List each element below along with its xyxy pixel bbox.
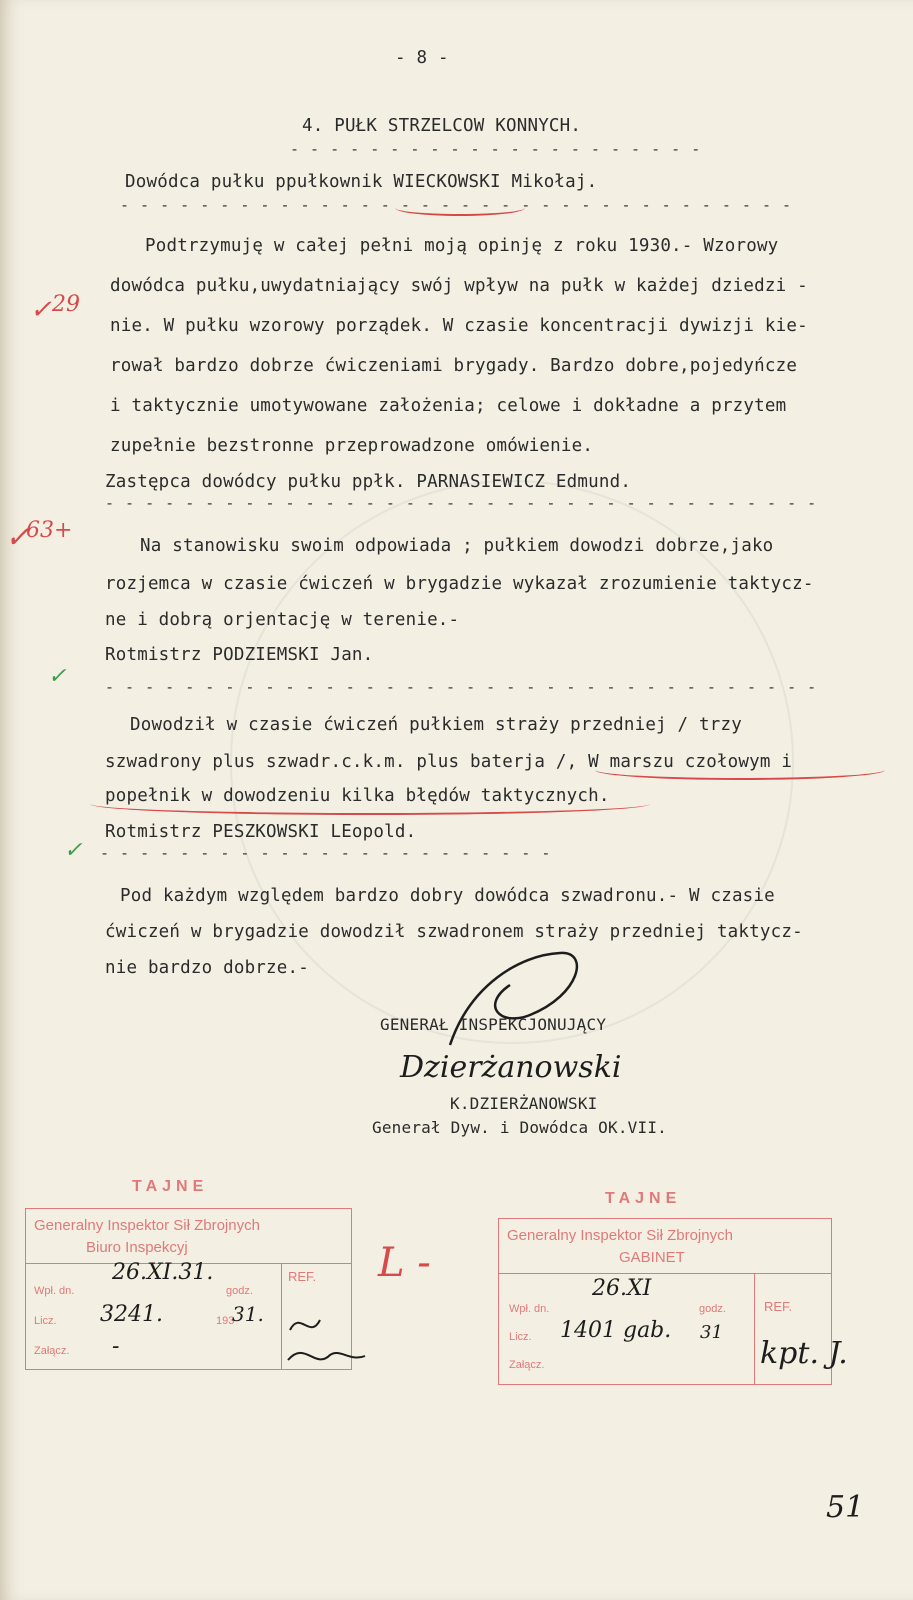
stamp-line: Biuro Inspekcyj — [86, 1239, 188, 1256]
stamp-line: GABINET — [619, 1249, 685, 1266]
paragraph-line: rował bardzo dobrze ćwiczeniami brygady. Bardzo dobre,pojedyńcze — [110, 356, 798, 376]
stamp-field-label: Wpł. dn. — [509, 1303, 550, 1315]
stamp-attachment-handwritten: - — [112, 1334, 120, 1359]
stamp-field-label: 193 — [216, 1315, 235, 1327]
red-check-mark: ✓ — [5, 520, 31, 555]
stamp-number-handwritten: 1401 gab. — [560, 1318, 672, 1343]
section-heading: Zastępca dowódcy pułku ppłk. PARNASIEWICZ Edmund. — [105, 472, 632, 492]
stamp-field-label: Licz. — [509, 1331, 532, 1343]
paragraph-line: Dowodził w czasie ćwiczeń pułkiem straży przedniej / trzy — [130, 715, 742, 735]
stamp-secret-label: TAJNE — [132, 1178, 209, 1195]
stamp-line: Generalny Inspektor Sił Zbrojnych — [507, 1227, 733, 1244]
handwritten-initials — [280, 1300, 370, 1375]
red-pencil-mark: L - — [378, 1240, 431, 1286]
section-heading: Rotmistrz PESZKOWSKI LEopold. — [105, 822, 417, 842]
handwritten-signature: Dzierżanowski — [400, 1050, 622, 1085]
stamp-line: Generalny Inspektor Sił Zbrojnych — [34, 1217, 260, 1234]
section-heading: Rotmistrz PODZIEMSKI Jan. — [105, 645, 374, 665]
stamp-field-label: REF. — [288, 1269, 317, 1284]
red-underline — [395, 200, 525, 216]
heading-underline: - - - - - - - - - - - - - - - - - - - - - - - - - - - - - - - - - - - - — [105, 494, 818, 512]
paragraph-line: dowódca pułku,uwydatniający swój wpływ na pułk w każdej dziedzi - — [110, 276, 808, 296]
stamp-field-label: Załącz. — [34, 1345, 70, 1357]
stamp-date-handwritten: 26.XI — [592, 1276, 652, 1301]
margin-score: 63+ — [26, 518, 73, 543]
red-check-mark: ✓ — [30, 295, 52, 325]
page-number: - 8 - — [395, 48, 449, 68]
stamp-number-handwritten: 3241. — [100, 1302, 163, 1327]
margin-score: 29 — [52, 292, 80, 317]
stamp-field-label: godz. — [699, 1303, 726, 1315]
paragraph-line: zupełnie bezstronne przeprowadzone omówienie. — [110, 436, 594, 456]
green-check-mark: ✓ — [48, 664, 67, 689]
signer-name: K.DZIERŻANOWSKI — [450, 1094, 598, 1113]
paragraph-line: nie bardzo dobrze.- — [105, 958, 309, 978]
stamp-field-label: Licz. — [34, 1315, 57, 1327]
stamp-field-label: Wpł. dn. — [34, 1285, 75, 1297]
stamp-field-label: Załącz. — [509, 1359, 545, 1371]
paragraph-line: szwadrony plus szwadr.c.k.m. plus baterja /, W marszu czołowym i — [105, 752, 793, 772]
paragraph-line: Na stanowisku swoim odpowiada ; pułkiem dowodzi dobrze,jako — [140, 536, 774, 556]
handwritten-kpt-note: kpt. J. — [760, 1336, 848, 1371]
stamp-field-label: REF. — [764, 1299, 793, 1314]
paragraph-line: Podtrzymuję w całej pełni moją opinję z roku 1930.- Wzorowy — [145, 236, 779, 256]
stamp-secret-label: TAJNE — [605, 1190, 682, 1207]
paragraph-line: ćwiczeń w brygadzie dowodził szwadronem straży przedniej taktycz- — [105, 922, 803, 942]
paragraph-line: rozjemca w czasie ćwiczeń w brygadzie wykazał zrozumienie taktycz- — [105, 574, 814, 594]
paragraph-line: nie. W pułku wzorowy porządek. W czasie koncentracji dywizji kie- — [110, 316, 808, 336]
signature-role: GENERAŁ INSPEKCJONUJĄCY — [380, 1015, 607, 1034]
green-check-mark: ✓ — [64, 838, 83, 863]
title-underline: - - - - - - - - - - - - - - - - - - - - - — [290, 140, 702, 158]
red-underline — [595, 760, 885, 780]
signer-rank: Generał Dyw. i Dowódca OK.VII. — [372, 1118, 667, 1137]
paragraph-line: Pod każdym względem bardzo dobry dowódca szwadronu.- W czasie — [120, 886, 775, 906]
signature-flourish — [440, 945, 590, 1055]
heading-underline: - - - - - - - - - - - - - - - - - - - - - - - - - - - - - - - - - - - - — [105, 678, 818, 696]
paragraph-line: i taktycznie umotywowane założenia; celowe i dokładne a przytem — [110, 396, 787, 416]
stamp-year-handwritten: 31. — [232, 1302, 264, 1326]
paragraph-line: popełnik w dowodzeniu kilka błędów taktycznych. — [105, 786, 610, 806]
heading-underline: - - - - - - - - - - - - - - - - - - - - - - - - - - - - - - - - - - — [120, 196, 793, 214]
folio-number: 51 — [826, 1490, 865, 1525]
section-heading: Dowódca pułku ppułkownik WIECKOWSKI Mikołaj. — [125, 172, 598, 192]
regiment-title: 4. PUŁK STRZELCOW KONNYCH. — [302, 116, 582, 136]
red-underline — [90, 793, 650, 815]
paragraph-line: ne i dobrą orjentację w terenie.- — [105, 610, 460, 630]
stamp-date-handwritten: 26.XI.31. — [112, 1260, 214, 1285]
stamp-year-handwritten: 31 — [700, 1322, 723, 1343]
stamp-field-label: godz. — [226, 1285, 253, 1297]
heading-underline: - - - - - - - - - - - - - - - - - - - - - - - — [100, 844, 552, 862]
